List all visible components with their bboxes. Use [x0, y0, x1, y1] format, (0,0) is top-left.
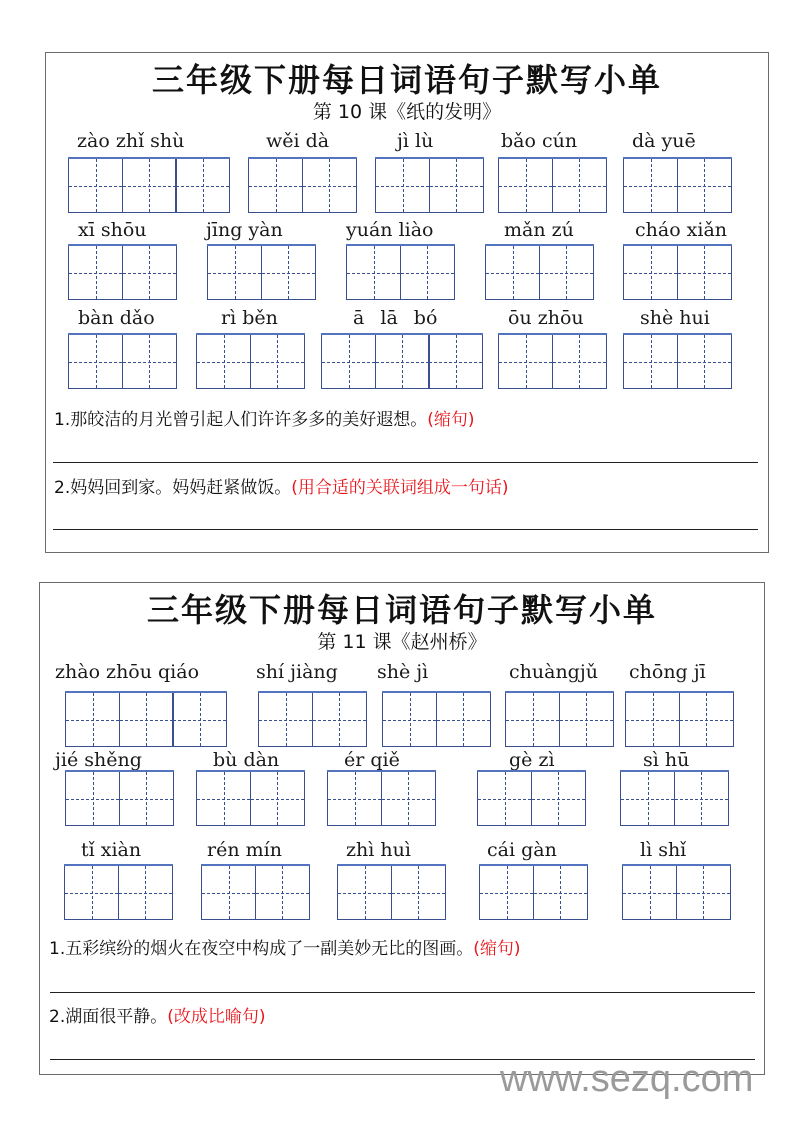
worksheet-lesson-10 — [45, 52, 769, 553]
pinyin-label: mǎn zú — [504, 219, 574, 241]
worksheet-lesson-11 — [39, 582, 765, 1075]
writing-grid[interactable] — [68, 333, 177, 389]
answer-line[interactable] — [53, 462, 758, 463]
writing-grid[interactable] — [65, 691, 227, 747]
writing-grid[interactable] — [625, 691, 734, 747]
question-hint: (缩句) — [427, 410, 475, 430]
writing-grid[interactable] — [505, 691, 614, 747]
lesson-subtitle: 第 10 课《纸的发明》 — [312, 101, 502, 123]
writing-grid[interactable] — [207, 244, 316, 300]
writing-grid[interactable] — [485, 244, 594, 300]
question-1 — [54, 405, 474, 430]
pinyin-label: ér qiě — [344, 749, 400, 771]
worksheet-title: 三年级下册每日词语句子默写小单 — [146, 591, 657, 629]
writing-grid[interactable] — [620, 770, 729, 826]
pinyin-label: jīng yàn — [206, 219, 283, 241]
question-text: 1.那皎洁的月光曾引起人们许许多多的美好遐想。 — [54, 410, 428, 430]
question-hint: (用合适的关联词组成一句话) — [291, 478, 509, 498]
writing-grid[interactable] — [68, 157, 230, 213]
writing-grid[interactable] — [65, 770, 174, 826]
pinyin-label: chuàngjǔ — [509, 661, 598, 683]
pinyin-label: zào zhǐ shù — [77, 130, 185, 152]
pinyin-label: bàn dǎo — [78, 307, 155, 329]
writing-grid[interactable] — [477, 770, 586, 826]
writing-grid[interactable] — [196, 333, 305, 389]
pinyin-label: chōng jī — [629, 661, 706, 683]
question-text: 2.妈妈回到家。妈妈赶紧做饭。 — [54, 478, 292, 498]
question-text: 1.五彩缤纷的烟火在夜空中构成了一副美妙无比的图画。 — [49, 939, 474, 959]
writing-grid[interactable] — [623, 157, 732, 213]
worksheet-title: 三年级下册每日词语句子默写小单 — [151, 61, 662, 99]
writing-grid[interactable] — [479, 864, 588, 920]
question-text: 2.湖面很平静。 — [49, 1007, 168, 1027]
pinyin-label: rì běn — [221, 307, 278, 329]
writing-grid[interactable] — [498, 157, 607, 213]
pinyin-label: bǎo cún — [501, 130, 578, 152]
writing-grid[interactable] — [622, 864, 731, 920]
pinyin-label: gè zì — [509, 749, 555, 771]
question-2 — [54, 473, 509, 498]
writing-grid[interactable] — [258, 691, 367, 747]
lesson-subtitle: 第 11 课《赵州桥》 — [317, 631, 487, 653]
pinyin-label: cháo xiǎn — [635, 219, 728, 241]
pinyin-label: ā lā bó — [353, 307, 438, 329]
writing-grid[interactable] — [201, 864, 310, 920]
pinyin-label: cái gàn — [487, 839, 557, 861]
pinyin-label: sì hū — [643, 749, 690, 771]
writing-grid[interactable] — [623, 333, 732, 389]
writing-grid[interactable] — [337, 864, 446, 920]
pinyin-label: xī shōu — [78, 219, 147, 241]
pinyin-label: shè jì — [377, 661, 429, 683]
pinyin-label: jié shěng — [55, 749, 142, 771]
writing-grid[interactable] — [375, 157, 484, 213]
writing-grid[interactable] — [382, 691, 491, 747]
writing-grid[interactable] — [498, 333, 607, 389]
pinyin-label: dà yuē — [632, 130, 696, 152]
pinyin-label: jì lù — [397, 130, 434, 152]
pinyin-label: rén mín — [207, 839, 282, 861]
writing-grid[interactable] — [623, 244, 732, 300]
pinyin-label: wěi dà — [266, 130, 330, 152]
question-hint: (改成比喻句) — [167, 1007, 266, 1027]
writing-grid[interactable] — [248, 157, 357, 213]
answer-line[interactable] — [53, 529, 758, 530]
question-hint: (缩句) — [473, 939, 521, 959]
pinyin-label: bù dàn — [213, 749, 280, 771]
watermark: www.sezq.com — [500, 1058, 754, 1100]
writing-grid[interactable] — [327, 770, 436, 826]
pinyin-label: yuán liào — [346, 219, 434, 241]
pinyin-label: zhào zhōu qiáo — [55, 661, 200, 683]
writing-grid[interactable] — [196, 770, 305, 826]
pinyin-label: tǐ xiàn — [81, 839, 142, 861]
writing-grid[interactable] — [68, 244, 177, 300]
pinyin-label: shè hui — [640, 307, 710, 329]
question-1 — [49, 934, 520, 959]
pinyin-label: shí jiàng — [256, 661, 338, 683]
answer-line[interactable] — [50, 992, 755, 993]
pinyin-label: lì shǐ — [640, 839, 687, 861]
pinyin-label: zhì huì — [346, 839, 411, 861]
writing-grid[interactable] — [346, 244, 455, 300]
pinyin-label: ōu zhōu — [508, 307, 584, 329]
question-2 — [49, 1002, 266, 1027]
writing-grid[interactable] — [64, 864, 173, 920]
writing-grid[interactable] — [321, 333, 483, 389]
